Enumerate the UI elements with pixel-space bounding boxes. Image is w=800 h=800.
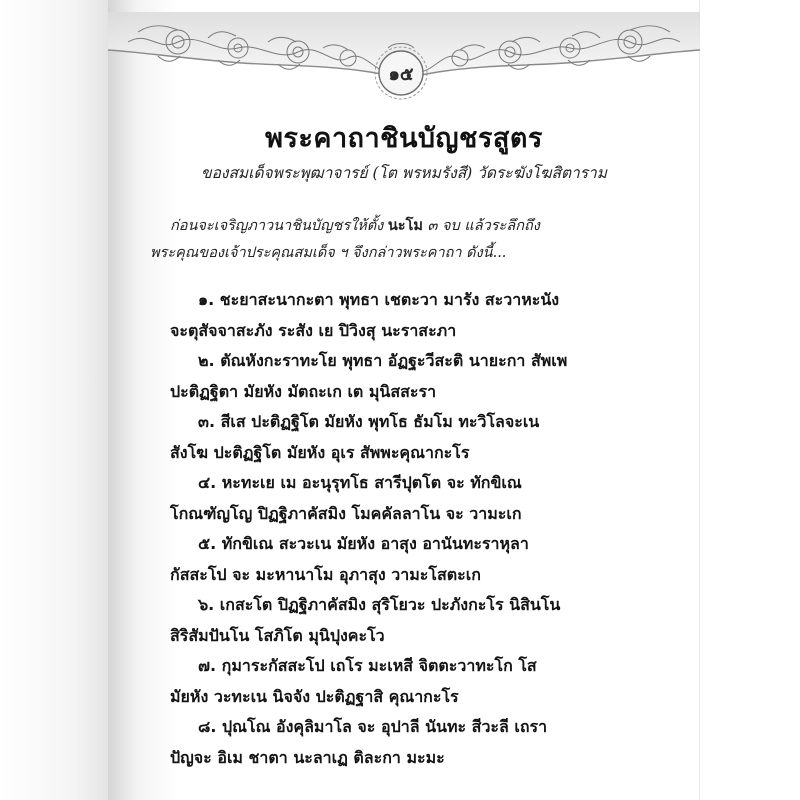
verse-4-line-1: ๔. หะทะเย เม อะนุรุทโธ สารีปุตโต จะ ทักขิเณ xyxy=(198,473,522,492)
intro-bold-namo: นะโม xyxy=(387,217,423,234)
right-margin xyxy=(700,0,800,800)
verse-2-line-2: ปะติฏฐิตา มัยหัง มัตถะเก เต มุนิสสะรา xyxy=(170,381,437,401)
intro-paragraph xyxy=(150,212,640,267)
verse-6-line-2: สิริสัมปันโน โสภิโต มุนิปุงคะโว xyxy=(170,625,385,645)
verse-3-line-1: ๓. สีเส ปะติฏฐิโต มัยหัง พุทโธ ธัมโม ทะวิโลจะเน xyxy=(198,412,540,431)
verse-6-line-1: ๖. เกสะโต ปิฏฐิภาคัสมิง สุริโยวะ ปะภังกะโร นิสินโน xyxy=(198,595,561,614)
intro-line-2: พระคุณของเจ้าประคุณสมเด็จ ฯ จึงกล่าวพระคาถา ดังนี้... xyxy=(150,245,507,261)
verse-8-line-2: ปัญจะ อิเม ชาตา นะลาเฏ ติละกา มะมะ xyxy=(170,747,445,767)
verse-7-line-2: มัยหัง วะทะเน นิจจัง ปะติฏฐาสิ คุณากะโร xyxy=(170,686,459,706)
verse-4-line-2: โกณฑัญโญ ปิฏฐิภาคัสมิง โมคคัลลาโน จะ วามะเก xyxy=(170,503,522,523)
verse-5-line-2: กัสสะโป จะ มะหานาโม อุภาสุง วามะโสตะเก xyxy=(170,564,481,584)
intro-line-1 xyxy=(170,212,640,240)
intro-text: ก่อนจะเจริญภาวนาชินบัญชรให้ตั้ง xyxy=(170,218,384,234)
intro-text: ๓ จบ แล้วระลึกถึง xyxy=(427,218,540,234)
page-number: ๑๕ xyxy=(388,63,414,85)
verse-list xyxy=(170,285,690,773)
page-title: พระคาถาชินบัญชรสูตร xyxy=(265,123,543,154)
verse-5-line-1: ๕. ทักขิเณ สะวะเน มัยหัง อาสุง อานันทะราหุลา xyxy=(198,534,529,553)
verse-3-line-2: สังโฆ ปะติฏฐิโต มัยหัง อุเร สัพพะคุณากะโร xyxy=(170,442,470,462)
book-spine xyxy=(0,0,108,800)
verse-2-line-1: ๒. ตัณหังกะราทะโย พุทธา อัฏฐะวีสะติ นายะกา สัพเพ xyxy=(198,351,568,370)
page-subtitle: ของสมเด็จพระพุฒาจารย์ (โต พรหมรังสี) วัดระฆังโฆสิตาราม xyxy=(201,164,607,182)
verse-8-line-1: ๘. ปุณโณ อังคุลิมาโล จะ อุปาลี นันทะ สีวะลี เถรา xyxy=(198,717,548,736)
verse-1-line-1: ๑. ชะยาสะนากะตา พุทธา เชตะวา มารัง สะวาหะนัง xyxy=(198,290,560,309)
verse-7-line-1: ๗. กุมาระกัสสะโป เถโร มะเหสี จิตตะวาทะโก โส xyxy=(198,656,537,675)
verse-1-line-2: จะตุสัจจาสะภัง ระสัง เย ปิวิงสุ นะราสะภา xyxy=(170,320,457,340)
